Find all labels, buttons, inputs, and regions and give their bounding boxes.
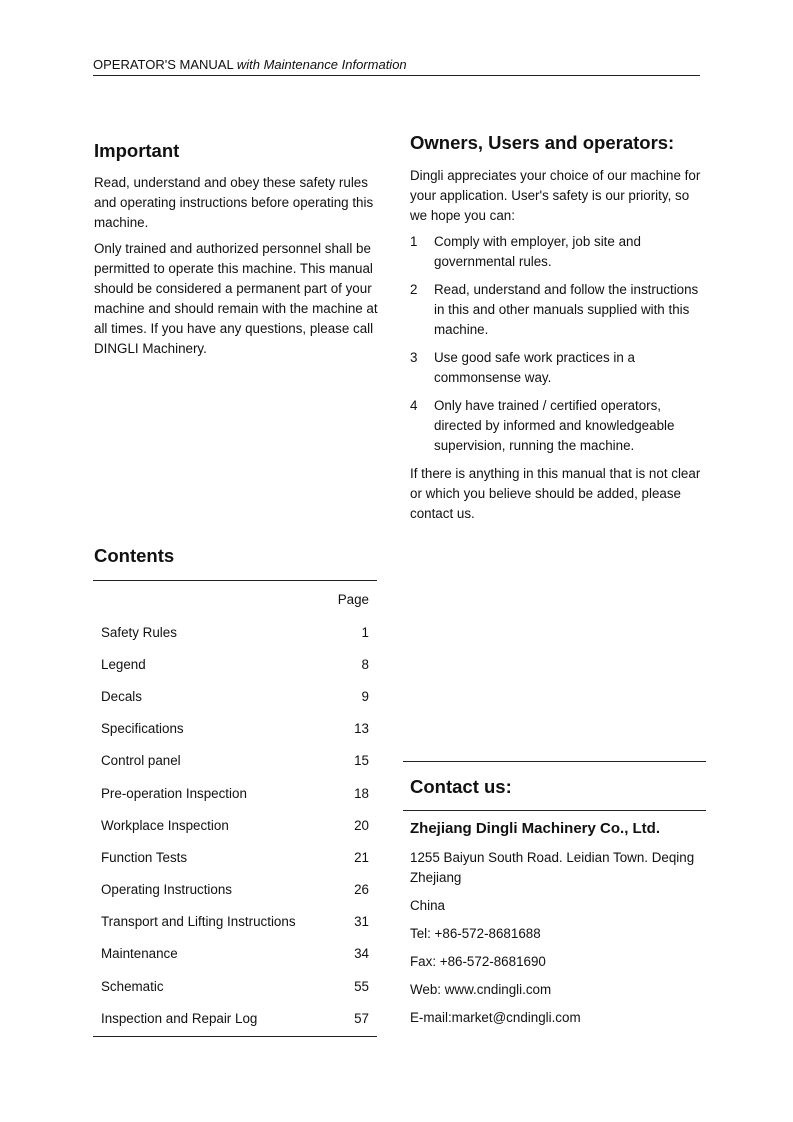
toc-page: 55 <box>354 978 369 994</box>
important-title: Important <box>94 140 180 161</box>
table-row[interactable] <box>93 1002 377 1034</box>
owners-title: Owners, Users and operators: <box>410 132 675 153</box>
contact-title: Contact us: <box>410 776 512 797</box>
company-web[interactable]: Web: www.cndingli.com <box>410 982 552 997</box>
toc-page: 20 <box>354 817 369 833</box>
contents-rows <box>93 612 377 1036</box>
contents-title: Contents <box>94 545 175 566</box>
list-item-number: 3 <box>410 350 418 365</box>
contact-section <box>410 818 706 1036</box>
toc-page: 8 <box>361 656 369 672</box>
company-fax: Fax: +86-572-8681690 <box>410 954 546 969</box>
owners-intro: Dingli appreciates your choice of our machine for your application. User's safety is our priority, so we hope you can: <box>410 168 701 223</box>
table-row[interactable] <box>93 938 377 970</box>
list-item-number: 4 <box>410 398 418 413</box>
toc-label: Maintenance <box>101 946 178 962</box>
company-email[interactable]: E-mail:market@cndingli.com <box>410 1010 581 1025</box>
toc-label: Safety Rules <box>101 624 177 640</box>
toc-label: Control panel <box>101 753 181 769</box>
list-item <box>410 348 706 388</box>
toc-label: Schematic <box>101 978 164 994</box>
list-item-number: 2 <box>410 282 418 297</box>
table-row[interactable] <box>93 777 377 809</box>
list-item <box>410 280 706 340</box>
company-tel: Tel: +86-572-8681688 <box>410 926 541 941</box>
owners-outro: If there is anything in this manual that is not clear or which you believe should be added, please contact us. <box>410 466 701 521</box>
list-item <box>410 396 706 456</box>
owners-section <box>410 132 706 524</box>
list-item-number: 1 <box>410 234 418 249</box>
running-header <box>93 57 700 76</box>
toc-label: Inspection and Repair Log <box>101 1010 258 1026</box>
toc-page: 26 <box>354 882 369 898</box>
important-paragraph-1: Read, understand and obey these safety rules and operating instructions before operating this machine. <box>94 175 374 230</box>
contact-divider-top <box>403 761 706 762</box>
contact-divider-bottom <box>403 810 706 811</box>
toc-label: Decals <box>101 688 142 704</box>
table-row[interactable] <box>93 680 377 712</box>
toc-page: 57 <box>354 1010 369 1026</box>
important-section <box>94 140 386 359</box>
toc-label: Pre-operation Inspection <box>101 785 247 801</box>
list-item-text: Only have trained / certified operators, directed by informed and knowledgeable supervision, running the machine. <box>434 398 675 453</box>
table-row[interactable] <box>93 648 377 680</box>
table-row[interactable] <box>93 713 377 745</box>
list-item-text: Comply with employer, job site and governmental rules. <box>434 234 641 269</box>
table-row[interactable] <box>93 970 377 1002</box>
list-item-text: Read, understand and follow the instructions in this and other manuals supplied with this machine. <box>434 282 699 337</box>
toc-page: 1 <box>361 624 369 640</box>
toc-label: Workplace Inspection <box>101 817 229 833</box>
important-paragraph-2: Only trained and authorized personnel shall be permitted to operate this machine. This manual should be considered a permanent part of your machine and should remain with the machine at all times. If you have any questions, please call DINGLI Machinery. <box>94 241 378 356</box>
toc-label: Operating Instructions <box>101 882 232 898</box>
header-subtitle: with Maintenance Information <box>236 57 407 72</box>
list-item-text: Use good safe work practices in a commonsense way. <box>434 350 635 385</box>
header-title: OPERATOR'S MANUAL <box>93 57 234 72</box>
company-name: Zhejiang Dingli Machinery Co., Ltd. <box>410 820 661 837</box>
table-row[interactable] <box>93 906 377 938</box>
toc-page: 34 <box>354 946 369 962</box>
owners-rules-list <box>410 232 706 456</box>
table-row[interactable] <box>93 841 377 873</box>
table-row[interactable] <box>93 616 377 648</box>
toc-label: Specifications <box>101 721 184 737</box>
toc-page: 31 <box>354 914 369 930</box>
list-item <box>410 232 706 272</box>
toc-page: 18 <box>354 785 369 801</box>
toc-page: 9 <box>361 688 369 704</box>
company-address: 1255 Baiyun South Road. Leidian Town. Deqing Zhejiang <box>410 850 695 885</box>
contents-table <box>93 580 377 1037</box>
toc-page: 21 <box>354 849 369 865</box>
toc-page: 13 <box>354 721 369 737</box>
contents-page-header: Page <box>337 592 369 607</box>
toc-label: Legend <box>101 656 146 672</box>
company-country: China <box>410 898 445 913</box>
table-row[interactable] <box>93 874 377 906</box>
toc-page: 15 <box>354 753 369 769</box>
toc-label: Function Tests <box>101 849 188 865</box>
table-row[interactable] <box>93 745 377 777</box>
toc-label: Transport and Lifting Instructions <box>101 914 296 930</box>
table-row[interactable] <box>93 809 377 841</box>
